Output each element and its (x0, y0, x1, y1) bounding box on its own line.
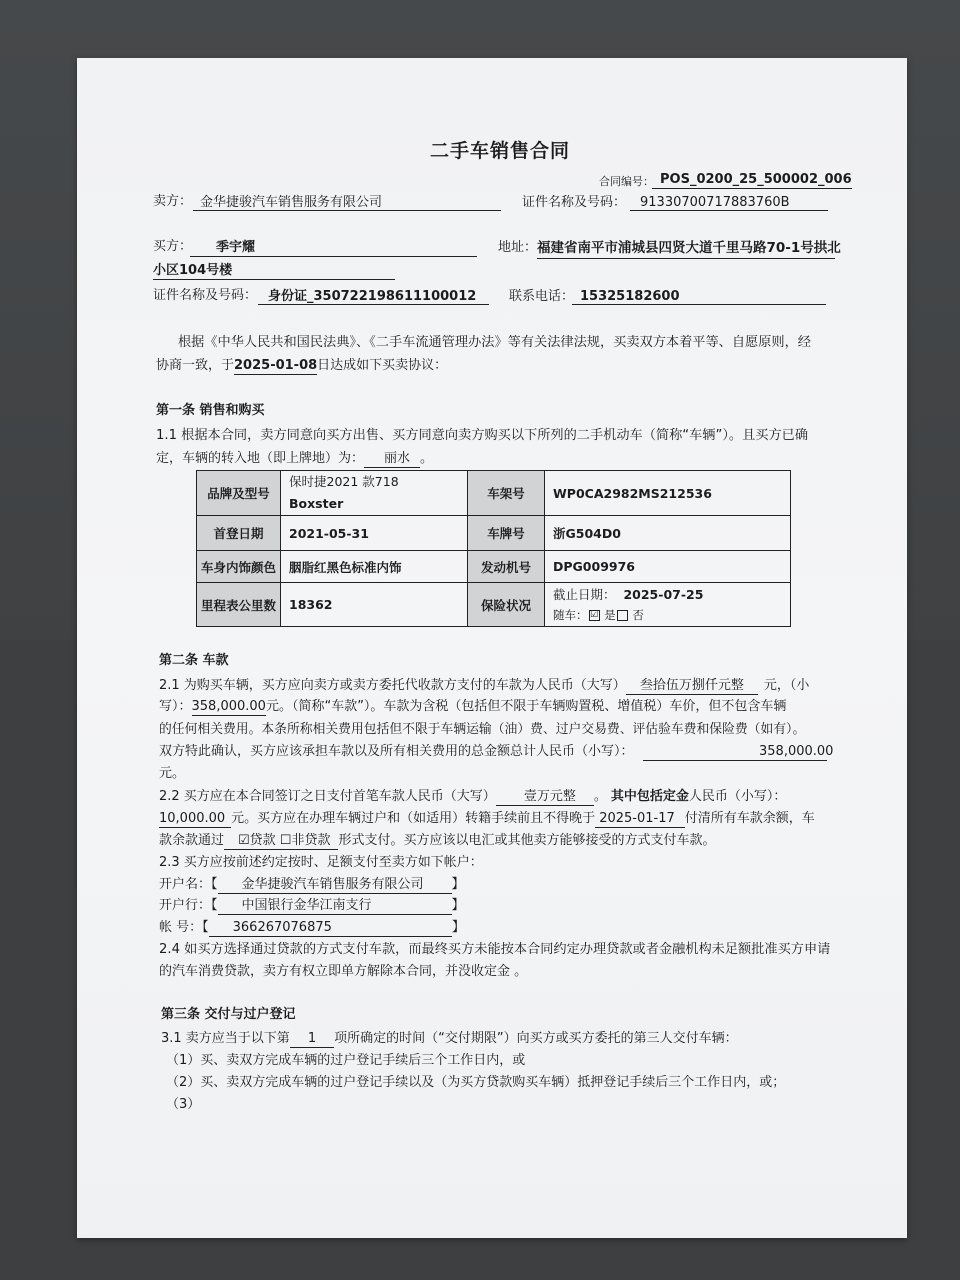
account-number-row: 帐 号：【 366267076875 】 (159, 920, 465, 935)
article-2-4-line-2: 的汽车消费贷款，卖方有权立即单方解除本合同，并没收定金 。 (159, 964, 528, 979)
address-label: 地址： (498, 240, 538, 255)
phone: 15325182600 (580, 289, 680, 304)
address-line-1: 福建省南平市浦城县四贤大道千里马路70-1号拱北 (537, 240, 841, 256)
article-3-option-1: （1）买、卖双方完成车辆的过户登记手续后三个工作日内，或 (166, 1053, 526, 1068)
article-1-1-line-1: 1.1 根据本合同，卖方同意向买方出售、买方同意向卖方购买以下所列的二手机动车（简称“车辆”）。且买方已确 (156, 428, 809, 443)
reg-date-label: 首登日期 (197, 516, 281, 551)
total-amount: 358,000.00 (759, 744, 834, 759)
article-2-1-line-1: 2.1 为购买车辆，买方应向卖方或卖方委托代收款方支付的车款为人民币（大写） 叁拾伍万捌仟元整 元，（小 (159, 678, 810, 693)
seller-name: 金华捷骏汽车销售服务有限公司 (200, 195, 383, 210)
reg-date-value: 2021-05-31 (281, 516, 468, 551)
article-3-1: 3.1 卖方应当于以下第 1 项所确定的时间（“交付期限”）向买方或买方委托的第三人交付车辆： (161, 1031, 738, 1046)
article-3-option-2: （2）买、卖双方完成车辆的过户登记手续以及（为买方贷款购买车辆）抵押登记手续后三个工作日内，或； (166, 1075, 786, 1090)
article-3-title: 第三条 交付与过户登记 (161, 1007, 296, 1022)
mileage-label: 里程表公里数 (197, 583, 281, 627)
article-2-4-line-1: 2.4 如买方选择通过贷款的方式支付车款，而最终买方未能按本合同约定办理贷款或者金融机构未足额批准买方申请 (159, 942, 831, 957)
phone-label: 联系电话： (509, 289, 575, 304)
seller-underline (193, 210, 501, 211)
insurance-label: 保险状况 (468, 583, 545, 627)
address-underline-2 (153, 279, 395, 280)
vin-label: 车架号 (468, 471, 545, 516)
account-bank-row: 开户行：【 中国银行金华江南支行 】 (159, 898, 465, 913)
address-line-2: 小区104号楼 (153, 263, 233, 278)
article-2-2-line-1: 2.2 买方应在本合同签订之日支付首笔车款人民币（大写） 壹万元整 。 其中包括定金人民币（小写）： (159, 789, 787, 804)
vin-value: WP0CA2982MS212536 (545, 471, 791, 516)
total-amount-underline (643, 760, 827, 761)
article-2-1-line-2: 写）：358,000.00元。（简称“车款”）。车款为含税（包括但不限于车辆购置税、增值税）车价，但不包含车辆 (159, 699, 787, 714)
seller-cert-label: 证件名称及号码： (522, 195, 627, 210)
article-2-3: 2.3 买方应按前述约定按时、足额支付至卖方如下帐户： (159, 855, 483, 870)
article-2-2-line-3: 款余款通过 ☑贷款 ☐非贷款 形式支付。买方应该以电汇或其他卖方能够接受的方式支付车款。 (159, 833, 716, 848)
checkbox-no (617, 610, 628, 621)
seller-label: 卖方： (153, 194, 193, 209)
color-value: 胭脂红黑色标准内饰 (281, 551, 468, 583)
account-name-row: 开户名：【 金华捷骏汽车销售服务有限公司 】 (159, 877, 465, 892)
article-2-2-line-2: 10,000.00 元。买方应在办理车辆过户和（如适用）转籍手续前且不得晚于 2025-01-17 付清所有车款余额，车 (159, 811, 815, 826)
buyer-cert-underline (258, 304, 489, 305)
article-1-title: 第一条 销售和购买 (156, 403, 265, 418)
mileage-value: 18362 (281, 583, 468, 627)
article-2-1-line-5: 元。 (159, 766, 186, 781)
article-1-1-line-2: 定，车辆的转入地（即上牌地）为： 丽水 。 (156, 451, 434, 466)
buyer-label: 买方： (153, 239, 193, 254)
brand-value: 保时捷2021 款718 Boxster (281, 471, 468, 516)
engine-value: DPG009976 (545, 551, 791, 583)
article-2-title: 第二条 车款 (159, 653, 229, 668)
intro-line-1: 根据《中华人民共和国民法典》、《二手车流通管理办法》等有关法律法规，买卖双方本着平等、自愿原则，经 (178, 335, 811, 350)
phone-underline (572, 304, 826, 305)
intro-line-2: 协商一致，于2025-01-08日达成如下买卖协议： (156, 358, 448, 373)
color-label: 车身内饰颜色 (197, 551, 281, 583)
buyer-cert-label: 证件名称及号码： (153, 288, 258, 303)
checkbox-yes: ☑ (589, 609, 599, 620)
seller-cert: 91330700717883760B (640, 195, 790, 210)
contract-no: POS_0200_25_500002_006 (652, 172, 852, 189)
document-title: 二手车销售合同 (430, 140, 571, 162)
vehicle-info-table (196, 470, 791, 627)
seller-cert-underline (630, 210, 828, 211)
insurance-value: 截止日期： 2025-07-25 随车： ☑ 是 否 (545, 583, 791, 627)
plate-value: 浙G504D0 (545, 516, 791, 551)
engine-label: 发动机号 (468, 551, 545, 583)
plate-label: 车牌号 (468, 516, 545, 551)
buyer-underline (190, 256, 477, 257)
article-2-1-line-3: 的任何相关费用。本条所称相关费用包括但不限于车辆运输（油）费、过户交易费、评估验车费和保险费（如有）。 (159, 722, 806, 737)
brand-label: 品牌及型号 (197, 471, 281, 516)
contract-no-label: 合同编号： (599, 175, 654, 188)
buyer-name: 季宇耀 (216, 240, 256, 255)
address-underline-1 (537, 258, 835, 259)
article-2-1-line-4: 双方特此确认，买方应该承担车款以及所有相关费用的总金额总计人民币（小写）： (159, 744, 634, 759)
article-3-option-3: （3） (166, 1097, 201, 1112)
buyer-cert: 身份证_350722198611100012 (268, 289, 477, 304)
